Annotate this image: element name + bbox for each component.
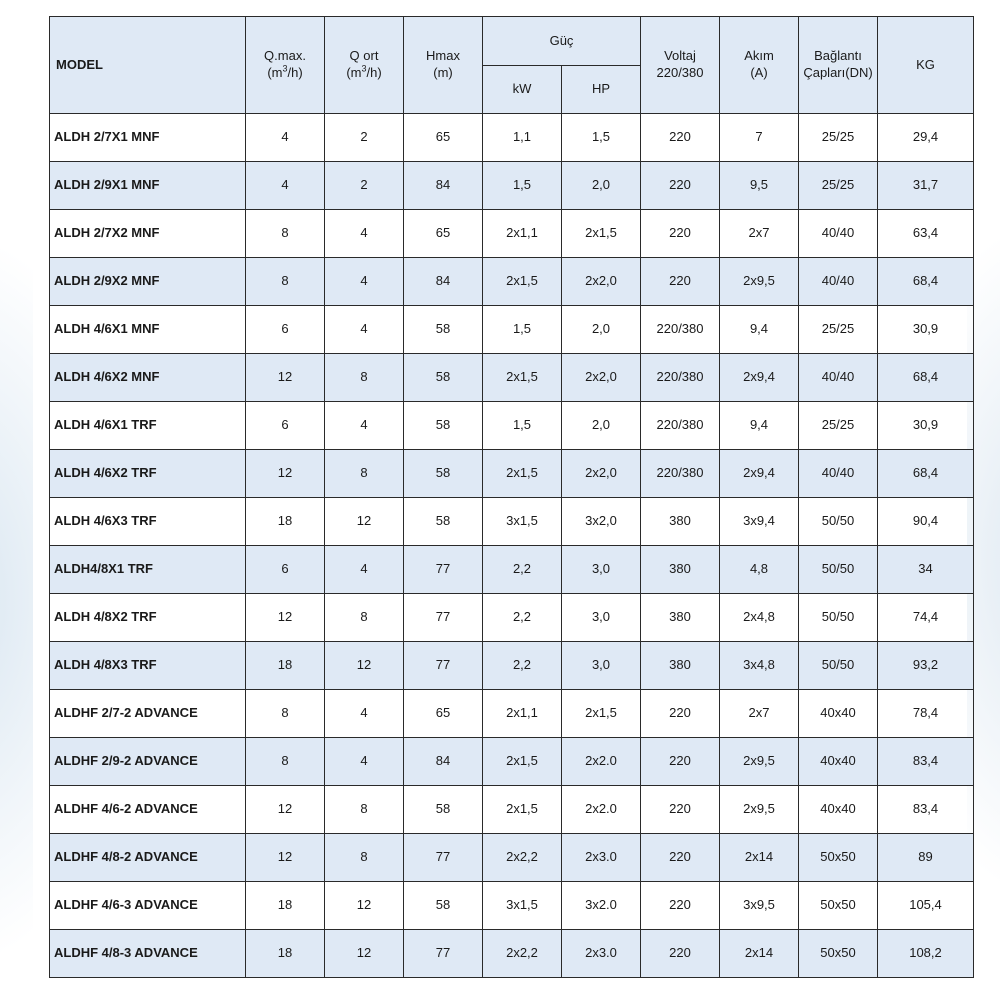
- cell-qort: 8: [325, 354, 404, 402]
- cell-akim: 2x4,8: [720, 594, 799, 642]
- cell-qmax: 12: [246, 786, 325, 834]
- cell-baglanti: 40/40: [799, 210, 878, 258]
- table-row: [50, 546, 974, 594]
- cell-hp: 2,0: [562, 402, 641, 450]
- table-row: [50, 882, 974, 930]
- table-row: [50, 642, 974, 690]
- cell-kg: 78,4: [878, 690, 974, 738]
- header-hmax-unit: (m): [433, 65, 453, 80]
- header-akim-unit: (A): [750, 65, 768, 80]
- cell-hp: 2x2.0: [562, 786, 641, 834]
- cell-hp: 3x2.0: [562, 882, 641, 930]
- cell-qmax: 8: [246, 210, 325, 258]
- cell-kg: 83,4: [878, 786, 974, 834]
- header-baglanti: [799, 17, 878, 114]
- cell-kw: 2x1,5: [483, 258, 562, 306]
- cell-hmax: 84: [404, 738, 483, 786]
- cell-hmax: 65: [404, 210, 483, 258]
- cell-qort: 2: [325, 162, 404, 210]
- cell-hmax: 58: [404, 786, 483, 834]
- cell-hp: 3,0: [562, 546, 641, 594]
- cell-voltaj: 220/380: [641, 306, 720, 354]
- cell-qmax: 6: [246, 546, 325, 594]
- header-qort-unit: [325, 65, 403, 82]
- cell-model: ALDH 4/6X2 TRF: [50, 450, 246, 498]
- cell-model: ALDH 4/6X1 TRF: [50, 402, 246, 450]
- cell-baglanti: 50x50: [799, 930, 878, 978]
- cell-kw: 1,5: [483, 402, 562, 450]
- table-row: [50, 594, 974, 642]
- cell-akim: 2x9,5: [720, 786, 799, 834]
- cell-model: ALDHF 2/7-2 ADVANCE: [50, 690, 246, 738]
- cell-kg: 68,4: [878, 450, 974, 498]
- header-qort-unit-sup: 3: [361, 63, 367, 74]
- cell-voltaj: 220: [641, 690, 720, 738]
- cell-qmax: 4: [246, 162, 325, 210]
- cell-model: ALDH 2/7X2 MNF: [50, 210, 246, 258]
- cell-kg: 34: [878, 546, 974, 594]
- cell-hmax: 58: [404, 306, 483, 354]
- cell-baglanti: 40x40: [799, 690, 878, 738]
- header-akim-label: Akım: [744, 48, 774, 64]
- cell-baglanti: 50/50: [799, 594, 878, 642]
- table-row: [50, 450, 974, 498]
- cell-qmax: 8: [246, 738, 325, 786]
- cell-baglanti: 25/25: [799, 162, 878, 210]
- cell-voltaj: 220: [641, 834, 720, 882]
- cell-baglanti: 50/50: [799, 546, 878, 594]
- cell-kw: 2x2,2: [483, 930, 562, 978]
- cell-hmax: 84: [404, 162, 483, 210]
- header-qmax-unit-post: /h): [287, 65, 303, 80]
- cell-model: ALDH 2/9X2 MNF: [50, 258, 246, 306]
- table-row: [50, 930, 974, 978]
- cell-hmax: 77: [404, 930, 483, 978]
- cell-kw: 1,5: [483, 306, 562, 354]
- cell-kg: 105,4: [878, 882, 974, 930]
- cell-kg: 89: [878, 834, 974, 882]
- cell-voltaj: 220/380: [641, 354, 720, 402]
- cell-qmax: 18: [246, 930, 325, 978]
- cell-qmax: 8: [246, 690, 325, 738]
- cell-hmax: 58: [404, 498, 483, 546]
- table-body: [50, 114, 974, 978]
- cell-voltaj: 220: [641, 210, 720, 258]
- cell-hmax: 58: [404, 354, 483, 402]
- cell-model: ALDHF 4/8-2 ADVANCE: [50, 834, 246, 882]
- cell-kw: 2x1,5: [483, 738, 562, 786]
- cell-hp: 1,5: [562, 114, 641, 162]
- header-qmax: [246, 17, 325, 114]
- cell-model: ALDH 2/9X1 MNF: [50, 162, 246, 210]
- table-row: [50, 162, 974, 210]
- cell-akim: 2x9,5: [720, 738, 799, 786]
- cell-akim: 2x14: [720, 930, 799, 978]
- cell-hp: 2x2,0: [562, 258, 641, 306]
- header-kg: KG: [878, 17, 974, 114]
- cell-kg: 68,4: [878, 354, 974, 402]
- cell-qmax: 18: [246, 642, 325, 690]
- cell-qmax: 6: [246, 402, 325, 450]
- cell-akim: 2x7: [720, 690, 799, 738]
- cell-baglanti: 40/40: [799, 450, 878, 498]
- cell-voltaj: 220: [641, 882, 720, 930]
- cell-baglanti: 25/25: [799, 402, 878, 450]
- header-baglanti-unit: Çapları(DN): [803, 65, 873, 80]
- cell-qort: 4: [325, 258, 404, 306]
- cell-hp: 2x3.0: [562, 930, 641, 978]
- cell-baglanti: 40x40: [799, 786, 878, 834]
- cell-hp: 2x2,0: [562, 450, 641, 498]
- header-hmax: [404, 17, 483, 114]
- table-row: [50, 786, 974, 834]
- cell-qort: 12: [325, 642, 404, 690]
- header-qmax-label: Q.max.: [264, 48, 306, 64]
- cell-kg: 68,4: [878, 258, 974, 306]
- table-row: [50, 210, 974, 258]
- table-row: [50, 258, 974, 306]
- cell-akim: 2x9,5: [720, 258, 799, 306]
- header-qmax-unit-pre: (m: [267, 65, 283, 80]
- cell-akim: 3x9,4: [720, 498, 799, 546]
- cell-akim: 4,8: [720, 546, 799, 594]
- cell-kg: 30,9: [878, 306, 974, 354]
- cell-kw: 2,2: [483, 642, 562, 690]
- table-row: [50, 306, 974, 354]
- cell-akim: 2x9,4: [720, 450, 799, 498]
- table-row: [50, 834, 974, 882]
- cell-hp: 2x2,0: [562, 354, 641, 402]
- cell-qort: 4: [325, 306, 404, 354]
- cell-akim: 9,5: [720, 162, 799, 210]
- cell-akim: 7: [720, 114, 799, 162]
- pump-spec-table: [49, 16, 974, 978]
- cell-qmax: 4: [246, 114, 325, 162]
- header-baglanti-label: Bağlantı: [814, 48, 862, 64]
- cell-voltaj: 220: [641, 258, 720, 306]
- cell-kw: 2x1,1: [483, 690, 562, 738]
- cell-model: ALDH 4/6X1 MNF: [50, 306, 246, 354]
- cell-akim: 9,4: [720, 306, 799, 354]
- cell-hmax: 84: [404, 258, 483, 306]
- header-qort-unit-pre: (m: [346, 65, 362, 80]
- cell-kg: 74,4: [878, 594, 974, 642]
- cell-hp: 3,0: [562, 642, 641, 690]
- cell-qort: 8: [325, 594, 404, 642]
- cell-voltaj: 220/380: [641, 402, 720, 450]
- cell-hp: 3x2,0: [562, 498, 641, 546]
- cell-kw: 2x1,1: [483, 210, 562, 258]
- cell-kg: 63,4: [878, 210, 974, 258]
- cell-kw: 3x1,5: [483, 882, 562, 930]
- cell-kw: 2x1,5: [483, 786, 562, 834]
- cell-qort: 4: [325, 546, 404, 594]
- cell-qmax: 8: [246, 258, 325, 306]
- cell-hmax: 65: [404, 114, 483, 162]
- cell-hp: 2,0: [562, 162, 641, 210]
- cell-kg: 108,2: [878, 930, 974, 978]
- table-row: [50, 354, 974, 402]
- cell-hmax: 58: [404, 450, 483, 498]
- cell-model: ALDH 4/6X2 MNF: [50, 354, 246, 402]
- header-voltaj-label: Voltaj: [664, 48, 696, 64]
- cell-model: ALDH 4/8X3 TRF: [50, 642, 246, 690]
- table-row: [50, 498, 974, 546]
- cell-voltaj: 220: [641, 786, 720, 834]
- cell-akim: 3x4,8: [720, 642, 799, 690]
- cell-hp: 2,0: [562, 306, 641, 354]
- cell-hmax: 77: [404, 834, 483, 882]
- cell-voltaj: 220: [641, 930, 720, 978]
- header-kw: kW: [483, 66, 562, 114]
- cell-hmax: 77: [404, 642, 483, 690]
- cell-qmax: 18: [246, 882, 325, 930]
- cell-hmax: 58: [404, 402, 483, 450]
- cell-qort: 2: [325, 114, 404, 162]
- header-guc: Güç: [483, 17, 641, 66]
- table-row: [50, 402, 974, 450]
- cell-qort: 12: [325, 498, 404, 546]
- cell-baglanti: 40/40: [799, 354, 878, 402]
- cell-hmax: 77: [404, 546, 483, 594]
- cell-hp: 2x1,5: [562, 690, 641, 738]
- cell-qort: 8: [325, 786, 404, 834]
- cell-kg: 30,9: [878, 402, 974, 450]
- cell-model: ALDHF 4/6-3 ADVANCE: [50, 882, 246, 930]
- cell-qmax: 12: [246, 354, 325, 402]
- cell-qort: 4: [325, 690, 404, 738]
- cell-qort: 12: [325, 930, 404, 978]
- cell-hp: 3,0: [562, 594, 641, 642]
- header-voltaj: [641, 17, 720, 114]
- cell-baglanti: 50x50: [799, 834, 878, 882]
- cell-kg: 29,4: [878, 114, 974, 162]
- cell-voltaj: 220/380: [641, 450, 720, 498]
- header-qort-label: Q ort: [349, 48, 379, 64]
- cell-kw: 2,2: [483, 546, 562, 594]
- cell-hmax: 77: [404, 594, 483, 642]
- cell-hmax: 65: [404, 690, 483, 738]
- cell-baglanti: 40/40: [799, 258, 878, 306]
- cell-qmax: 12: [246, 834, 325, 882]
- cell-qort: 12: [325, 882, 404, 930]
- cell-baglanti: 25/25: [799, 306, 878, 354]
- header-qmax-unit: [246, 65, 324, 82]
- cell-hp: 2x1,5: [562, 210, 641, 258]
- cell-kg: 83,4: [878, 738, 974, 786]
- cell-kg: 31,7: [878, 162, 974, 210]
- cell-qmax: 12: [246, 450, 325, 498]
- cell-akim: 3x9,5: [720, 882, 799, 930]
- spec-sheet: [33, 0, 967, 998]
- cell-kw: 3x1,5: [483, 498, 562, 546]
- cell-kw: 2x2,2: [483, 834, 562, 882]
- header-row-1: [50, 17, 974, 66]
- cell-voltaj: 380: [641, 498, 720, 546]
- cell-model: ALDH4/8X1 TRF: [50, 546, 246, 594]
- table-row: [50, 690, 974, 738]
- cell-kw: 1,5: [483, 162, 562, 210]
- cell-model: ALDHF 4/6-2 ADVANCE: [50, 786, 246, 834]
- cell-voltaj: 380: [641, 594, 720, 642]
- cell-akim: 2x14: [720, 834, 799, 882]
- cell-qort: 8: [325, 834, 404, 882]
- table-row: [50, 114, 974, 162]
- cell-model: ALDH 4/8X2 TRF: [50, 594, 246, 642]
- cell-baglanti: 50/50: [799, 642, 878, 690]
- header-akim: [720, 17, 799, 114]
- cell-baglanti: 40x40: [799, 738, 878, 786]
- cell-hp: 2x3.0: [562, 834, 641, 882]
- cell-kw: 2x1,5: [483, 354, 562, 402]
- header-qort-unit-post: /h): [366, 65, 382, 80]
- cell-baglanti: 50x50: [799, 882, 878, 930]
- cell-qmax: 6: [246, 306, 325, 354]
- cell-hmax: 58: [404, 882, 483, 930]
- cell-kg: 93,2: [878, 642, 974, 690]
- header-model: MODEL: [50, 17, 246, 114]
- cell-qmax: 12: [246, 594, 325, 642]
- table-row: [50, 738, 974, 786]
- header-hp: HP: [562, 66, 641, 114]
- cell-kw: 2x1,5: [483, 450, 562, 498]
- cell-baglanti: 50/50: [799, 498, 878, 546]
- cell-model: ALDH 4/6X3 TRF: [50, 498, 246, 546]
- cell-baglanti: 25/25: [799, 114, 878, 162]
- header-qmax-unit-sup: 3: [282, 63, 288, 74]
- cell-model: ALDHF 2/9-2 ADVANCE: [50, 738, 246, 786]
- header-qort: [325, 17, 404, 114]
- header-hmax-label: Hmax: [426, 48, 460, 64]
- cell-voltaj: 220: [641, 738, 720, 786]
- cell-voltaj: 380: [641, 546, 720, 594]
- cell-kw: 1,1: [483, 114, 562, 162]
- cell-model: ALDH 2/7X1 MNF: [50, 114, 246, 162]
- cell-kg: 90,4: [878, 498, 974, 546]
- cell-akim: 2x7: [720, 210, 799, 258]
- cell-qort: 8: [325, 450, 404, 498]
- cell-voltaj: 220: [641, 114, 720, 162]
- cell-model: ALDHF 4/8-3 ADVANCE: [50, 930, 246, 978]
- cell-kw: 2,2: [483, 594, 562, 642]
- cell-akim: 9,4: [720, 402, 799, 450]
- cell-akim: 2x9,4: [720, 354, 799, 402]
- cell-hp: 2x2.0: [562, 738, 641, 786]
- cell-qort: 4: [325, 402, 404, 450]
- cell-voltaj: 380: [641, 642, 720, 690]
- cell-qmax: 18: [246, 498, 325, 546]
- cell-qort: 4: [325, 210, 404, 258]
- cell-qort: 4: [325, 738, 404, 786]
- cell-voltaj: 220: [641, 162, 720, 210]
- header-voltaj-values: 220/380: [656, 65, 704, 80]
